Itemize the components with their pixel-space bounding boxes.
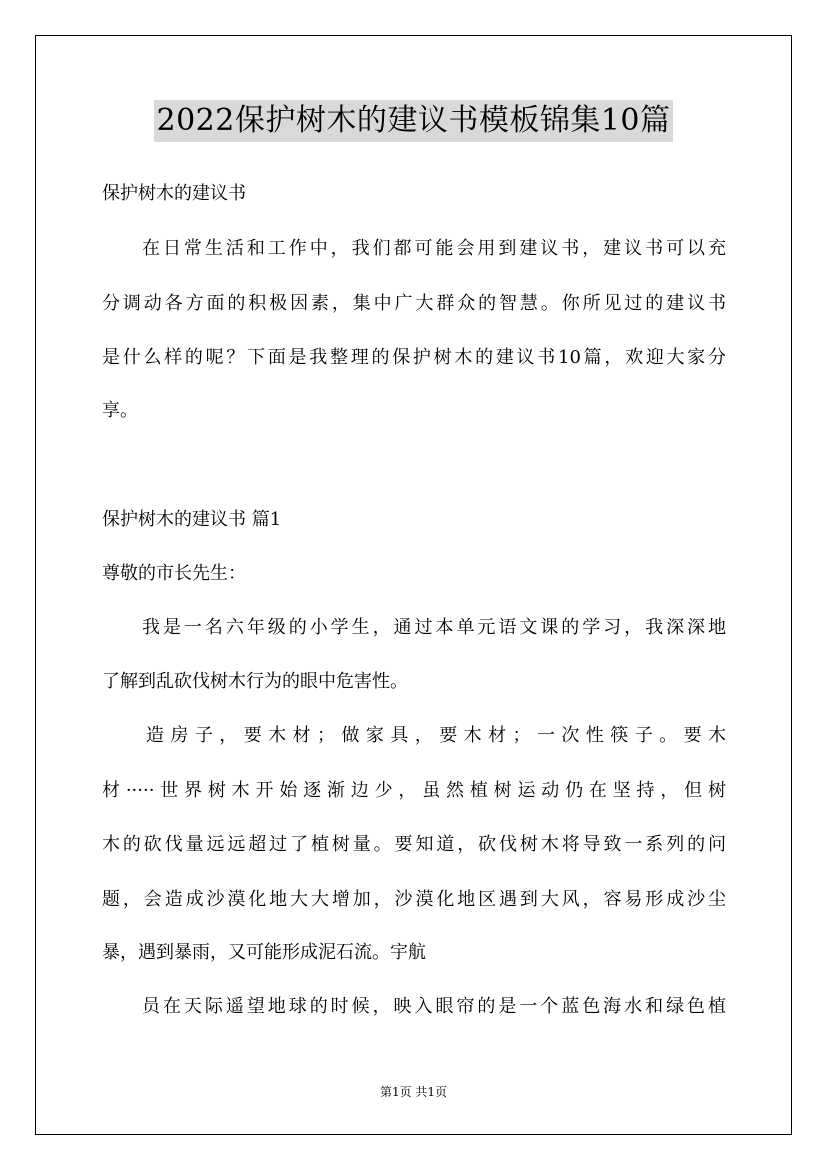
paragraph-line: 材·····世界树木开始逐渐边少，虽然植树运动仍在坚持，但树 [102,780,726,801]
paragraph-line: 题，会造成沙漠化地大大增加，沙漠化地区遇到大风，容易形成沙尘 [102,889,726,910]
section-heading: 保护树木的建议书 篇1 [102,509,282,530]
paragraph-line: 在日常生活和工作中，我们都可能会用到建议书，建议书可以充 [142,238,726,259]
salutation: 尊敬的市长先生： [102,563,246,584]
page-footer: 第1页 共1页 [379,1085,448,1099]
paragraph-line: 分调动各方面的积极因素，集中广大群众的智慧。你所见过的建议书 [102,293,726,314]
paragraph-line: 我是一名六年级的小学生，通过本单元语文课的学习，我深深地 [142,617,726,638]
paragraph-line: 是什么样的呢？下面是我整理的保护树木的建议书10篇，欢迎大家分 [102,347,726,368]
paragraph-line: 了解到乱砍伐树木行为的眼中危害性。 [102,671,408,692]
document-title: 2022保护树木的建议书模板锦集10篇 [154,100,672,142]
title-container [0,100,827,142]
paragraph-line: 木的砍伐量远远超过了植树量。要知道，砍伐树木将导致一系列的问 [102,834,726,855]
section-heading: 保护树木的建议书 [102,183,246,204]
paragraph-line: 暴，遇到暴雨，又可能形成泥石流。宇航 [102,942,426,963]
paragraph-line: 享。 [102,400,138,421]
paragraph-line: 造房子，要木材；做家具，要木材；一次性筷子。要木 [146,725,726,746]
paragraph-line: 员在天际遥望地球的时候，映入眼帘的是一个蓝色海水和绿色植 [142,996,726,1017]
